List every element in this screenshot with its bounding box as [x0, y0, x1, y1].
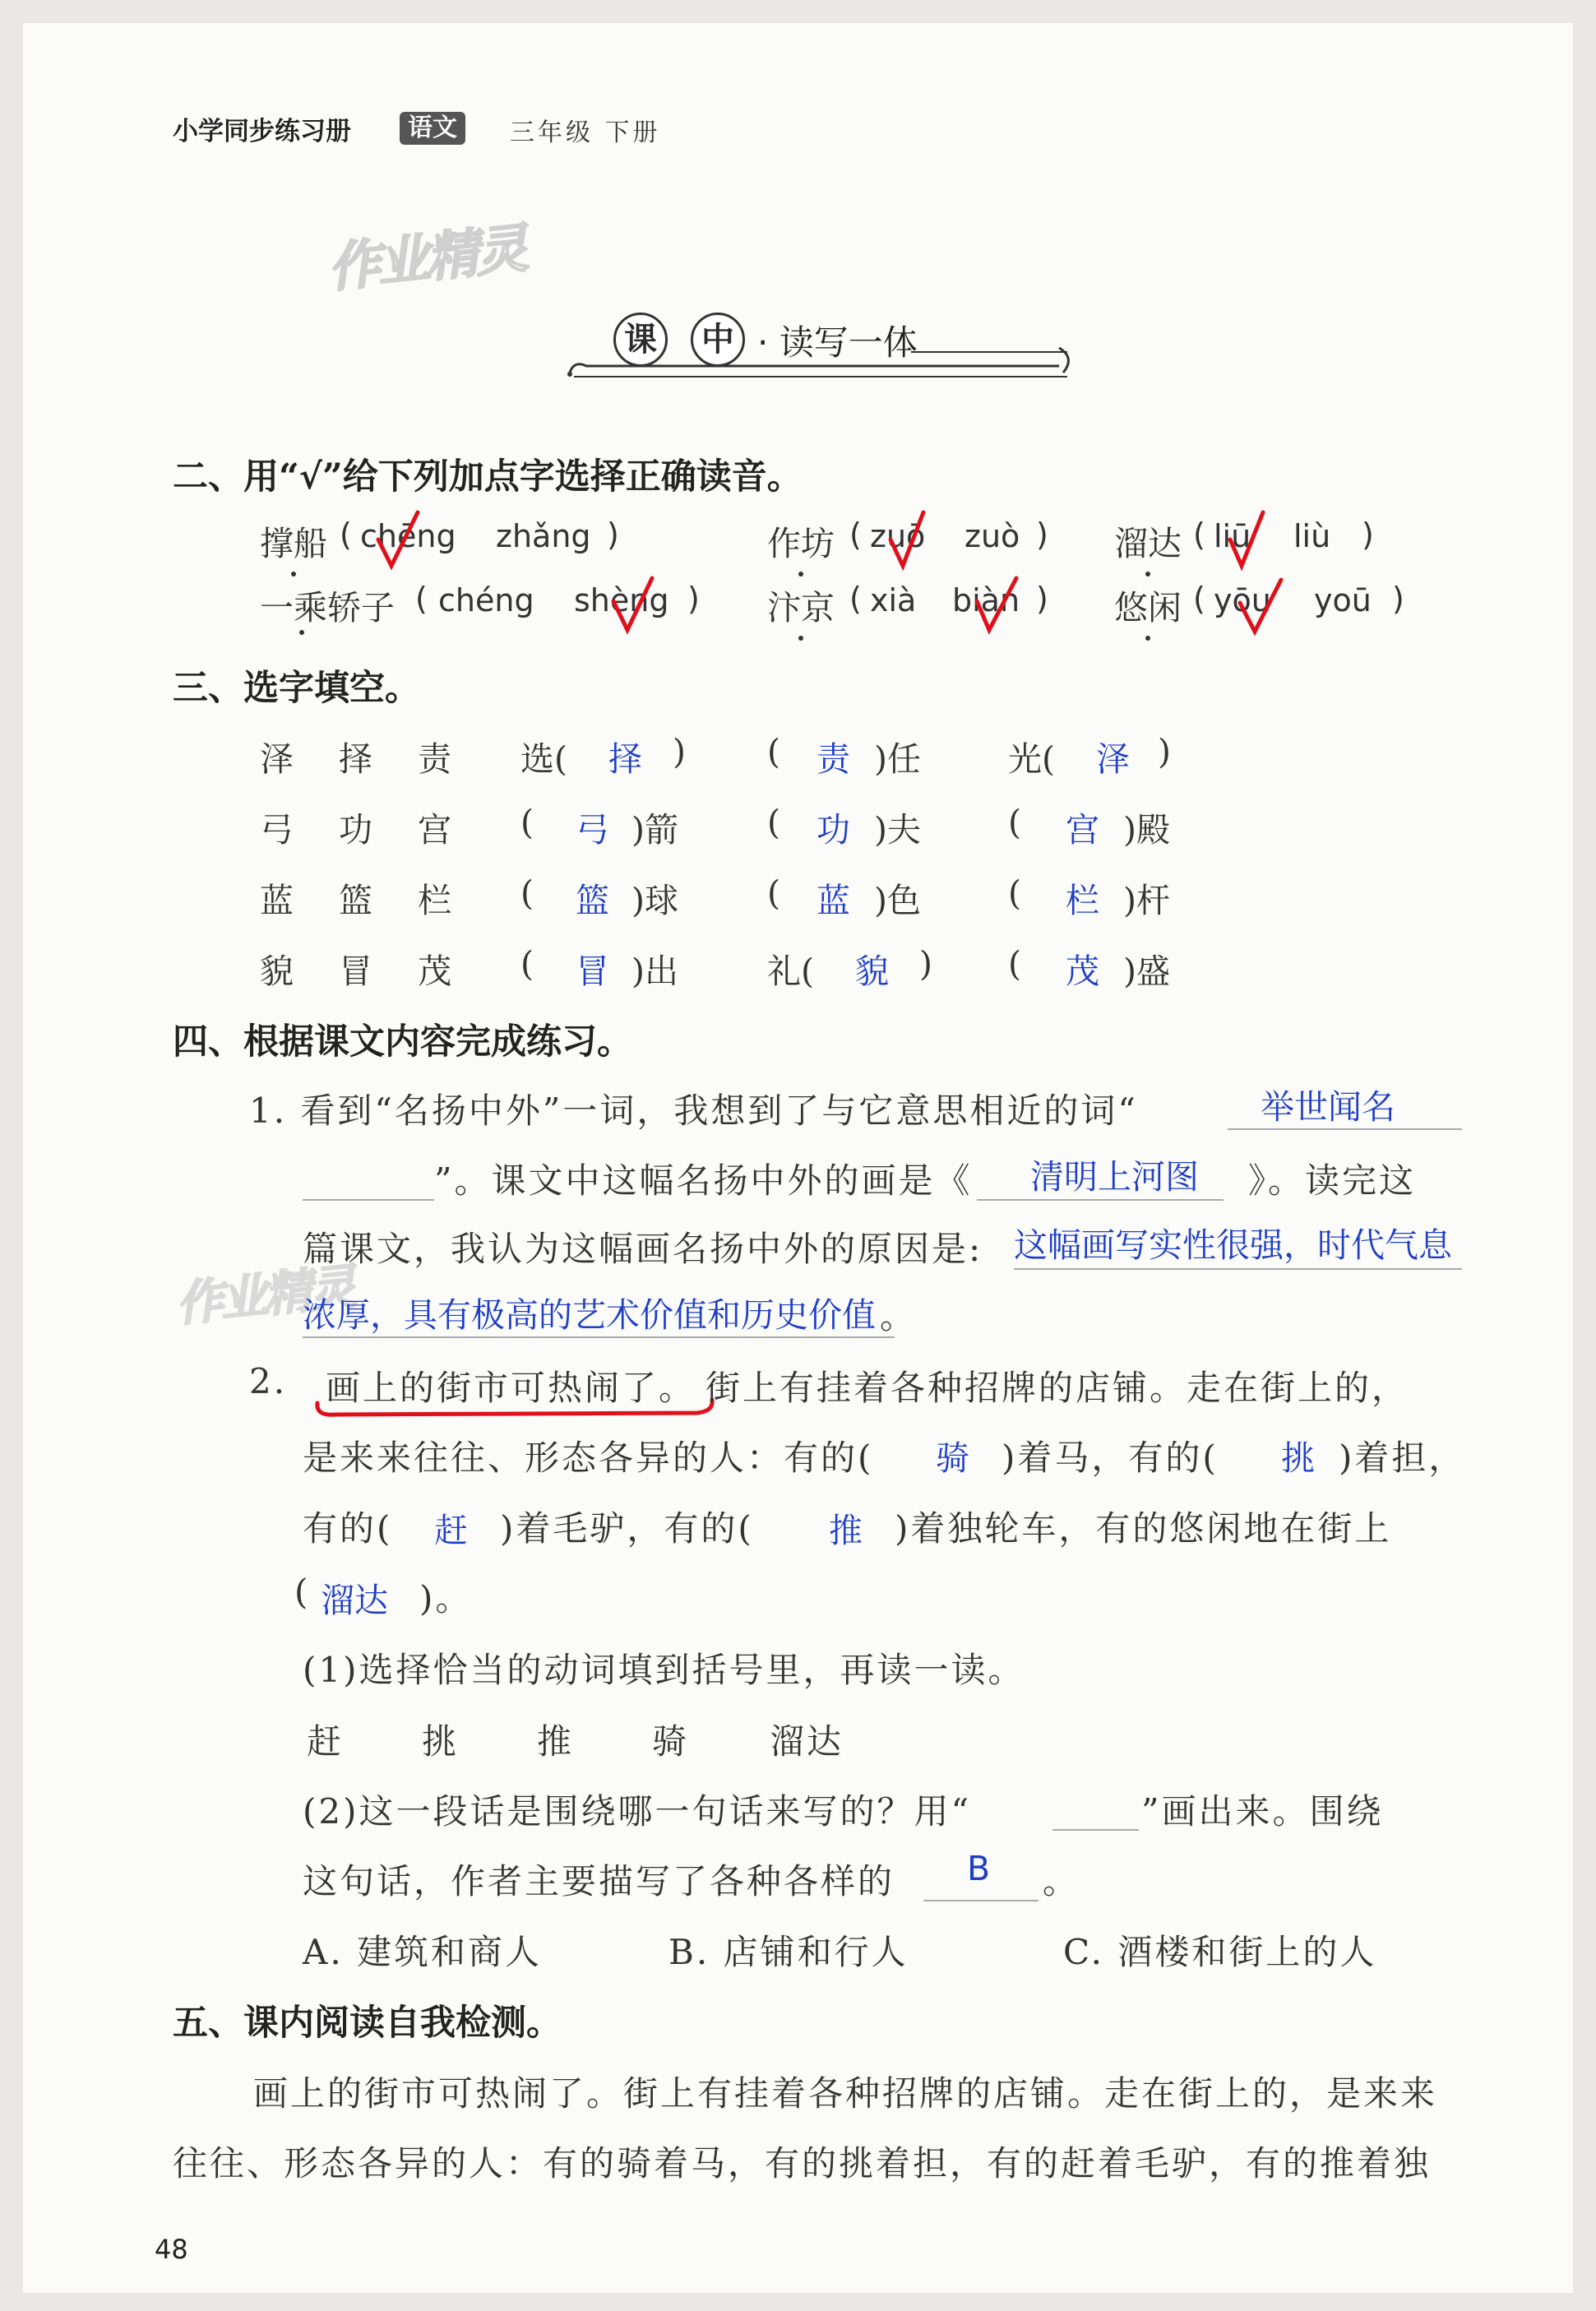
check-mark [378, 512, 418, 566]
pinyin-word: 汴京 [767, 581, 835, 629]
answer: 清明上河图 [1030, 1157, 1199, 1197]
check-mark [613, 578, 652, 630]
pinyin-option: zuō [870, 518, 926, 554]
char-set: 泽 择 责 [260, 739, 456, 779]
banner-char-1: 课 [613, 313, 668, 367]
section-3-title: 三、选字填空。 [173, 668, 420, 709]
check-marks [23, 23, 1573, 681]
answer: 推 [829, 1511, 863, 1550]
pinyin-option: zhǎng [496, 518, 591, 554]
pinyin-option: liū [1214, 518, 1251, 554]
verb-option: 挑 [422, 1721, 460, 1762]
grade-label: 三年级 下册 [510, 118, 661, 147]
answer: 浓厚，具有极高的艺术价值和历史价值 [303, 1295, 876, 1335]
pinyin-word: 悠闲 [1114, 581, 1182, 629]
watermark: 作业精灵 [325, 218, 528, 300]
answer: 弓 [576, 810, 609, 850]
char-set: 貌 冒 茂 [260, 952, 456, 991]
verb-option: 溜达 [770, 1721, 844, 1762]
pinyin-option: xià [870, 582, 917, 618]
pinyin-option: shèng [574, 582, 669, 618]
choice-option: B. 店铺和行人 [668, 1932, 909, 1972]
section-2-title: 二、用“√”给下列加点字选择正确读音。 [173, 456, 803, 498]
answer: 貌 [855, 952, 889, 991]
series-title: 小学同步练习册 [173, 117, 351, 146]
answer: 冒 [576, 952, 609, 991]
answer: 功 [817, 810, 850, 850]
char-set: 弓 功 宫 [260, 810, 456, 850]
check-mark [1230, 512, 1263, 566]
verb-option: 骑 [652, 1721, 690, 1762]
reading-passage-line: 画上的街市可热闹了。街上有挂着各种招牌的店铺。走在街上的，是来来 [253, 2073, 1438, 2114]
answer: 骑 [936, 1438, 969, 1478]
check-mark [891, 512, 923, 566]
answer: 茂 [1066, 952, 1099, 991]
choice-option: C. 酒楼和街上的人 [1063, 1932, 1377, 1972]
check-mark [977, 578, 1016, 630]
char-set: 蓝 篮 栏 [260, 881, 456, 920]
pinyin-word: 撑船 [260, 516, 327, 565]
red-underline [311, 1396, 722, 1421]
pinyin-word: 作坊 [767, 516, 835, 565]
answer: 择 [608, 739, 642, 779]
pinyin-word: 溜达 [1114, 516, 1182, 565]
pinyin-option: liù [1293, 518, 1331, 554]
answer: 赶 [434, 1511, 468, 1550]
answer: 篮 [576, 881, 609, 920]
pinyin-option: yoū [1314, 582, 1372, 618]
answer: 责 [817, 739, 850, 779]
answer: B [967, 1849, 991, 1888]
pinyin-option: biàn [952, 582, 1020, 618]
answer: 举世闻名 [1261, 1087, 1395, 1127]
answer: 泽 [1096, 739, 1130, 779]
subject-badge: 语文 [400, 112, 465, 145]
verb-option: 推 [537, 1721, 575, 1762]
check-mark [1240, 580, 1281, 632]
page-number: 48 [155, 2234, 188, 2265]
underlined-sentence: 画上的街市可热闹了。 [326, 1368, 696, 1408]
reading-passage-line: 往往、形态各异的人：有的骑着马，有的挑着担，有的赶着毛驴，有的推着独 [173, 2143, 1432, 2184]
answer: 这幅画写实性很强，时代气息 [1014, 1225, 1452, 1265]
answer: 宫 [1066, 810, 1099, 850]
verb-option: 赶 [307, 1721, 345, 1762]
answer: 溜达 [321, 1581, 388, 1620]
banner-char-2: 中 [691, 313, 745, 367]
pinyin-option: yōu [1214, 582, 1271, 618]
section-4-title: 四、根据课文内容完成练习。 [173, 1021, 632, 1063]
section-5-title: 五、课内阅读自我检测。 [173, 2003, 562, 2044]
banner-title: · 读写一体 [757, 322, 918, 363]
pinyin-option: zuò [965, 518, 1020, 554]
watermark: 作业精灵 [173, 1257, 356, 1333]
workbook-page: 小学同步练习册 语文 三年级 下册 作业精灵 作业精灵 课 中 · 读写一体 二、用“√”给下列加点字选择正确读音。 撑船 ( chēng zhǎng ) 作坊 ( zuō zuò ) 溜达 ( liū liù ) 一乘轿子 ( chéng shèng ) 汴京 ( xià biàn ) 悠闲 ( yōu yoū ) 三、选字填空。 泽 择 责 选( 择 ) ( 责 )任 光( 泽 ) 弓 功 宫 ( 弓 )箭 ( 功 )夫 ( 宫 )殿 蓝 篮 栏 ( 篮 )球 ( 蓝 )色 ( 栏 )杆 貌 冒 茂 ( 冒 )出 礼( 貌 ) ( 茂 )盛 四、根据课文内容完成练习。 1. 看到“名扬中外”一词，我想到了与它意思相近的词“ 举世闻名 ”。课文中这幅名扬中外的画是《 清明上河图 》。读完这 篇课文，我认为这幅画名扬中外的原因是: 这幅画写实性很强，时代气息 浓厚，具有极高的艺术价值和历史价值 。 2. 画上的街市可热闹了。 街上有挂着各种招牌的店铺。走在街上的， 是来来往往、形态各异的人：有的( 骑 )着马，有的( 挑 )着担， 有的( 赶 )着毛驴，有的( 推 )着独轮车，有的悠闲地在街上 ( 溜达 )。 (1)选择恰当的动词填到括号里，再读一读。 赶 挑 推 骑 溜达 (2)这一段话是围绕哪一句话来写的？用“ ”画出来。围绕 这句话，作者主要描写了各种各样的 B 。 A. 建筑和商人 B. 店铺和行人 C. 酒楼和街上的人 五、课内阅读自我检测。 画上的街市可热闹了。街上有挂着各种招牌的店铺。走在街上的，是来来 往往、形态各异的人：有的骑着马，有的挑着担，有的赶着毛驴，有的推着独 48 [23, 23, 1573, 2293]
answer: 栏 [1066, 881, 1099, 920]
pinyin-option: chēng [360, 518, 456, 554]
pinyin-word: 一乘轿子 [260, 588, 395, 628]
choice-option: A. 建筑和商人 [303, 1932, 543, 1972]
answer: 蓝 [817, 881, 850, 920]
pinyin-option: chéng [438, 582, 534, 618]
answer: 挑 [1281, 1438, 1315, 1478]
